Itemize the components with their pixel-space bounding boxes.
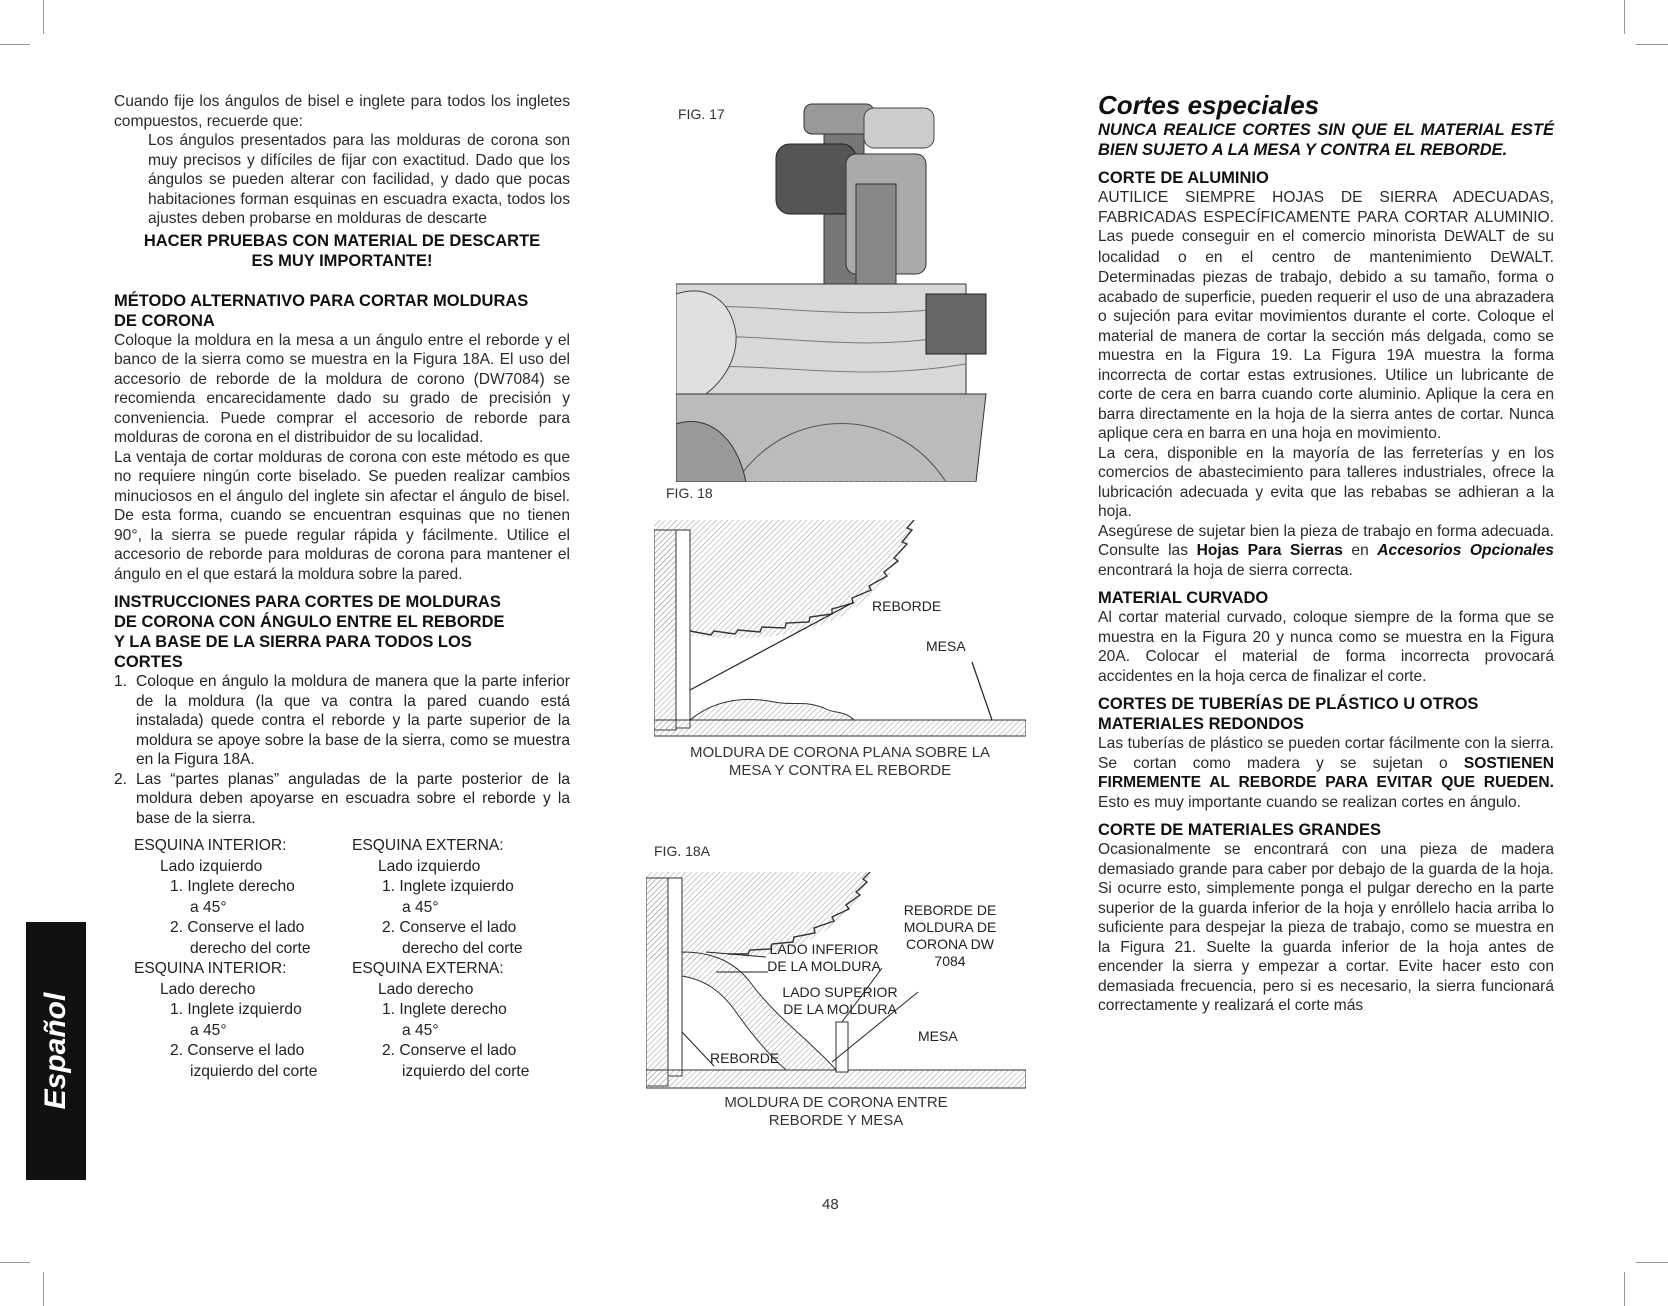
text-run: WALT. Determinadas piezas de trabajo, debido a su tamaño, forma o acabado de superficie, pueden requerir el uso de una abrazadera o sujeción para evitar movimientos durante el corte. Coloque el material de manera de cortar la sección más delgada, como se muestra en la Figura 19. La Figura 19A muestra la forma incorrecta de cortar estas extrusiones. Utilice un lubricante de corte de cera en barra cuando corte aluminio. Aplique la cera en barra directamente en la hoja de la sierra antes de cortar. Nunca aplique cera en barra en una hoja en movimiento.	[1098, 248, 1554, 442]
step-text: Coloque en ángulo la moldura de manera que la parte inferior de la moldura (la que va contra la pared cuando está instalada) quede contra el reborde y la parte superior de la moldura se apoye sobre la base de la sierra, como se muestra en la Figura 18A.	[136, 673, 570, 768]
fig17-label: FIG. 17	[678, 106, 725, 122]
text-run: WALT de su localidad o en el centro de mantenimiento D	[1098, 228, 1554, 266]
crop-mark	[0, 44, 30, 45]
warning-line: HACER PRUEBAS CON MATERIAL DE DESCARTE	[143, 231, 541, 250]
corner-heading: ESQUINA EXTERNA:	[352, 960, 504, 977]
method-heading: DE CORONA	[114, 311, 215, 330]
corner-step-cont: a 45°	[402, 1021, 439, 1039]
corner-step-cont: derecho del corte	[190, 939, 311, 957]
crop-mark	[0, 1262, 30, 1263]
section-title: Cortes especiales	[1098, 90, 1320, 120]
crop-mark	[43, 0, 44, 34]
left-column	[114, 92, 570, 1082]
fig18a-lower-side-label	[756, 941, 892, 975]
fig18a-lower-side-line: LADO INFERIOR	[769, 941, 879, 957]
text-run: Hojas Para Sierras	[1196, 542, 1343, 559]
fig18-reborde-label: REBORDE	[872, 598, 942, 614]
fig17-saw-illustration	[676, 94, 1012, 482]
fig18a-accessory-label	[890, 902, 1010, 970]
aluminum-paragraph	[1098, 541, 1554, 580]
instructions-heading-line: Y LA BASE DE LA SIERRA PARA TODOS LOS	[114, 633, 472, 651]
corner-step: 1. Inglete derecho	[382, 1001, 507, 1018]
outside-corner-column	[352, 836, 570, 1082]
corner-side: Lado derecho	[160, 980, 256, 998]
corner-side: Lado derecho	[378, 980, 474, 998]
list-item	[114, 672, 570, 770]
text-run: encontrará la hoja de sierra correcta.	[1098, 561, 1353, 579]
text-run: E	[1501, 250, 1510, 265]
corner-step-cont: izquierdo del corte	[402, 1062, 530, 1080]
curved-paragraph: Al cortar material curvado, coloque siempre de la forma que se muestra en la Figura 20 y nunca como se muestra en la Figura 20A. Colocar el material de forma incorrecta provocará accidentes en la hoja cerca de finalizar el corte.	[1098, 609, 1554, 685]
corner-step: 1. Inglete derecho	[170, 878, 295, 895]
corner-step-cont: a 45°	[190, 898, 227, 916]
pipe-paragraph	[1098, 734, 1554, 812]
corner-step: 2. Conserve el lado	[382, 919, 517, 936]
fig18a-accessory-line: REBORDE DE	[903, 902, 997, 918]
crop-mark	[1624, 1272, 1625, 1306]
fig18a-label: FIG. 18A	[654, 843, 711, 859]
aluminum-paragraph: Asegúrese de sujetar bien la pieza de trabajo en forma adecuada.	[1098, 522, 1554, 540]
warning-line: ES MUY IMPORTANTE!	[251, 251, 433, 270]
fig18-mesa-label: MESA	[926, 638, 966, 654]
corner-step: 2. Conserve el lado	[170, 919, 305, 936]
fig18-diagram	[654, 520, 1026, 738]
corner-step-cont: a 45°	[402, 898, 439, 916]
fig18a-upper-side-line: LADO SUPERIOR	[782, 984, 898, 1000]
steps-list	[114, 672, 570, 828]
step-text: Las “partes planas” anguladas de la parte posterior de la moldura deben apoyarse en escuadra sobre el reborde y la base de la sierra.	[136, 770, 570, 827]
instructions-heading-line: INSTRUCCIONES PARA CORTES DE MOLDURAS	[114, 593, 501, 611]
inside-corner-column	[114, 836, 352, 1082]
method-heading: MÉTODO ALTERNATIVO PARA CORTAR MOLDURAS	[114, 291, 529, 310]
safety-warning: NUNCA REALICE CORTES SIN QUE EL MATERIAL ESTÉ BIEN SUJETO A LA MESA Y CONTRA EL REBORDE.	[1098, 121, 1554, 159]
method-paragraph: La ventaja de cortar molduras de corona con este método es que no requiere ningún corte biselado. Se pueden realizar cambios minuciosos en el ángulo del inglete sin afectar el ángulo de bisel. De esta forma, cuando se encuentran esquinas que no tienen 90°, la sierra se puede regular rápida y fácilmente. Utilice el accesorio de reborde para molduras de corona para mantener el ángulo en el que estará la moldura sobre la pared.	[114, 448, 570, 583]
language-tab-label: Español	[39, 992, 72, 1110]
corner-settings	[114, 836, 570, 1082]
fig18a-caption	[646, 1094, 1026, 1130]
intro-paragraph: Cuando fije los ángulos de bisel e inglete para todos los ingletes compuestos, recuerde que:	[114, 93, 570, 130]
crop-mark	[43, 1272, 44, 1306]
fig18-caption-line: MESA Y CONTRA EL REBORDE	[728, 762, 952, 779]
fig18a-upper-side-label	[772, 984, 908, 1018]
fig18-label: FIG. 18	[666, 485, 713, 501]
corner-heading: ESQUINA INTERIOR:	[134, 960, 287, 977]
large-heading: CORTE DE MATERIALES GRANDES	[1098, 821, 1381, 839]
crop-mark	[1624, 0, 1625, 34]
right-column	[1098, 90, 1554, 1016]
method-paragraph: Coloque la moldura en la mesa a un ángulo entre el reborde y el banco de la sierra como se muestra en la Figura 18A. El uso del accesorio de reborde de la moldura de corono (DW7084) se recomienda encarecidamente dado su grado de precisión y conveniencia. Puede comprar el accesorio de reborde para molduras de corona en el distribuidor de su localidad.	[114, 331, 570, 446]
fig18a-upper-side-line: DE LA MOLDURA	[783, 1001, 897, 1017]
text-run: en	[1342, 542, 1378, 559]
corner-side: Lado izquierdo	[160, 857, 263, 875]
crop-mark	[1636, 44, 1668, 45]
corner-step: 2. Conserve el lado	[382, 1042, 517, 1059]
corner-heading: ESQUINA EXTERNA:	[352, 837, 504, 854]
fig18a-lower-side-line: DE LA MOLDURA	[767, 958, 881, 974]
large-paragraph: Ocasionalmente se encontrará con una pieza de madera demasiado grande para caber por debajo de la guarda de la hoja. Si ocurre esto, simplemente ponga el pulgar derecho en la parte superior de la guarda inferior de la hoja y enróllelo hacia arriba lo suficiente para despejar la pieza de trabajo, como se muestra en la Figura 21. Suelte la guarda inferior de la hoja antes de encender la sierra y empezar a cortar. Evite hacer esto con demasiada frecuencia, pero si es necesario, la sierra funcionará correctamente y realizará el corte más	[1098, 841, 1554, 1014]
fig18a-reborde-label: REBORDE	[710, 1050, 780, 1066]
text-run: Esto es muy importante cuando se realizan cortes en ángulo.	[1098, 793, 1522, 811]
step-number: 1.	[114, 673, 128, 690]
curved-heading: MATERIAL CURVADO	[1098, 589, 1269, 607]
aluminum-paragraph: La cera, disponible en la mayoría de las ferreterías y en los comercios de abastecimiento para talleres industriales, ofrece la lubricación adecuada y evita que las rebabas se adhieran a la hoja.	[1098, 444, 1554, 520]
corner-step: 1. Inglete izquierdo	[382, 878, 514, 895]
fig18a-mesa-label: MESA	[918, 1028, 958, 1044]
corner-step-cont: a 45°	[190, 1021, 227, 1039]
instructions-heading-line: DE CORONA CON ÁNGULO ENTRE EL REBORDE	[114, 613, 505, 631]
aluminum-heading: CORTE DE ALUMINIO	[1098, 169, 1269, 187]
instructions-heading-line: CORTES	[114, 653, 183, 671]
crop-mark	[1636, 1262, 1668, 1263]
fig18a-accessory-line: CORONA DW	[906, 936, 994, 952]
fig18a-caption-line: MOLDURA DE CORONA ENTRE	[724, 1094, 948, 1111]
page-number: 48	[822, 1196, 839, 1213]
corner-step-cont: derecho del corte	[402, 939, 523, 957]
pipe-heading: CORTES DE TUBERÍAS DE PLÁSTICO U OTROS MATERIALES REDONDOS	[1098, 695, 1479, 733]
angles-note: Los ángulos presentados para las molduras de corona son muy precisos y difíciles de fijar con exactitud. Dado que los ángulos se pueden alterar con facilidad, y dado que pocas habitaciones forman esquinas en escuadra exacta, todos los ajustes deben probarse en molduras de descarte	[148, 132, 570, 227]
corner-step: 2. Conserve el lado	[170, 1042, 305, 1059]
text-run: Las tuberías de plástico se pueden cortar fácilmente con la sierra. Se cortan como madera y se sujetan o	[1098, 735, 1554, 772]
corner-step-cont: izquierdo del corte	[190, 1062, 318, 1080]
corner-step: 1. Inglete izquierdo	[170, 1001, 302, 1018]
text-run: AUTILICE SIEMPRE HOJAS DE SIERRA ADECUADAS, FABRICADAS ESPECÍFICAMENTE PARA CORTAR ALUMINIO. Las puede conseguir en el comercio minorista D	[1098, 189, 1554, 245]
fig18-caption-line: MOLDURA DE CORONA PLANA SOBRE LA	[689, 744, 991, 761]
aluminum-paragraph	[1098, 188, 1554, 444]
language-tab	[26, 922, 86, 1180]
fig18a-accessory-line: MOLDURA DE	[903, 919, 997, 935]
text-run: Consulte las	[1098, 542, 1197, 559]
text-run: E	[1455, 230, 1464, 244]
instructions-heading	[114, 592, 570, 672]
step-number: 2.	[114, 770, 128, 788]
fig18a-accessory-line: 7084	[934, 953, 966, 969]
fig18a-caption-line: REBORDE Y MESA	[768, 1112, 904, 1129]
text-run: SOSTIENEN FIRMEMENTE AL REBORDE PARA EVITAR QUE RUEDEN.	[1098, 754, 1554, 791]
list-item	[114, 770, 570, 829]
fig18-caption	[654, 744, 1026, 780]
text-run: Accesorios Opcionales	[1377, 542, 1554, 559]
corner-side: Lado izquierdo	[378, 857, 481, 875]
corner-heading: ESQUINA INTERIOR:	[134, 837, 287, 854]
